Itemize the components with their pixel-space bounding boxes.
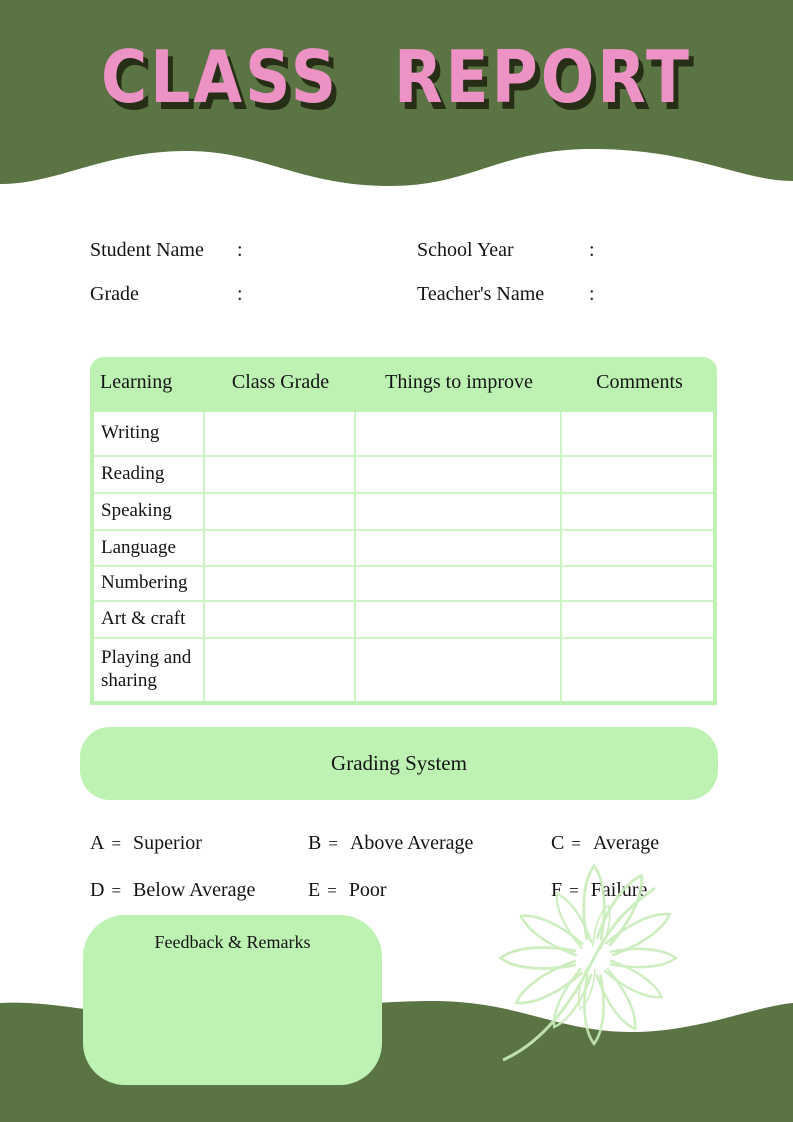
cell-speaking-things-to-improve[interactable] <box>356 494 562 531</box>
table-body <box>90 408 717 705</box>
page-title: CLASS REPORT <box>101 36 692 120</box>
cell-art-craft-class-grade[interactable] <box>205 602 356 639</box>
cell-playing-sharing-things-to-improve[interactable] <box>356 639 562 701</box>
column-header-comments: Comments <box>596 371 683 393</box>
equals-sign: = <box>327 881 337 900</box>
cell-art-craft-things-to-improve[interactable] <box>356 602 562 639</box>
legend-meaning: Below Average <box>133 879 256 901</box>
feedback-remarks-box <box>83 915 382 1085</box>
student-info-section <box>90 234 710 322</box>
cell-language-class-grade[interactable] <box>205 531 356 567</box>
legend-meaning: Failure <box>590 879 648 901</box>
info-row <box>90 278 710 306</box>
equals-sign: = <box>111 881 122 900</box>
cell-language-things-to-improve[interactable] <box>356 531 562 567</box>
equals-sign: = <box>111 834 122 853</box>
teacher-name-field <box>417 278 655 306</box>
row-label-playing-sharing: Playing and sharing <box>94 639 205 701</box>
equals-sign: = <box>328 834 338 853</box>
feedback-remarks-title: Feedback & Remarks <box>154 932 311 952</box>
cell-numbering-class-grade[interactable] <box>205 567 356 602</box>
grading-system-banner <box>80 727 718 800</box>
table-header-row <box>90 357 717 408</box>
row-label-reading: Reading <box>94 457 205 494</box>
legend-entry-a <box>90 832 308 855</box>
legend-meaning: Average <box>592 832 660 854</box>
cell-reading-class-grade[interactable] <box>205 457 356 494</box>
student-name-colon: : <box>237 239 243 261</box>
student-name-value[interactable] <box>243 234 417 256</box>
legend-grade: A <box>90 832 105 854</box>
column-header-things-to-improve: Things to improve <box>385 371 533 393</box>
school-year-field <box>417 234 655 262</box>
grade-colon: : <box>237 283 243 305</box>
school-year-label: School Year <box>417 239 514 261</box>
cell-writing-comments[interactable] <box>562 412 713 457</box>
teacher-name-value[interactable] <box>595 278 655 300</box>
student-name-field <box>90 234 417 262</box>
cell-speaking-comments[interactable] <box>562 494 713 531</box>
teacher-name-label: Teacher's Name <box>417 283 545 305</box>
teacher-name-colon: : <box>589 283 595 305</box>
feedback-remarks-content[interactable] <box>103 965 362 1069</box>
student-name-label: Student Name <box>90 239 204 261</box>
grade-value[interactable] <box>243 278 417 300</box>
grade-field <box>90 278 417 306</box>
legend-grade: D <box>90 879 105 901</box>
cell-art-craft-comments[interactable] <box>562 602 713 639</box>
legend-grade: C <box>551 832 565 854</box>
grading-system-title: Grading System <box>331 751 467 775</box>
column-header-class-grade: Class Grade <box>231 371 330 393</box>
legend-meaning: Superior <box>133 832 202 854</box>
school-year-value[interactable] <box>595 234 655 256</box>
equals-sign: = <box>569 881 579 900</box>
cell-writing-things-to-improve[interactable] <box>356 412 562 457</box>
legend-grade: E <box>308 879 321 901</box>
cell-numbering-comments[interactable] <box>562 567 713 602</box>
row-label-art-craft: Art & craft <box>94 602 205 639</box>
report-table <box>90 357 717 705</box>
school-year-colon: : <box>589 239 595 261</box>
legend-grade: F <box>551 879 563 901</box>
legend-meaning: Poor <box>348 879 387 901</box>
legend-grade: B <box>308 832 322 854</box>
row-label-numbering: Numbering <box>94 567 205 602</box>
cell-writing-class-grade[interactable] <box>205 412 356 457</box>
cell-reading-comments[interactable] <box>562 457 713 494</box>
equals-sign: = <box>571 834 581 853</box>
cell-numbering-things-to-improve[interactable] <box>356 567 562 602</box>
legend-meaning: Above Average <box>349 832 474 854</box>
cell-playing-sharing-comments[interactable] <box>562 639 713 701</box>
cell-language-comments[interactable] <box>562 531 713 567</box>
cell-reading-things-to-improve[interactable] <box>356 457 562 494</box>
info-row <box>90 234 710 262</box>
row-label-language: Language <box>94 531 205 567</box>
row-label-writing: Writing <box>94 412 205 457</box>
cell-playing-sharing-class-grade[interactable] <box>205 639 356 701</box>
monstera-leaf-icon <box>475 848 715 1076</box>
row-label-speaking: Speaking <box>94 494 205 531</box>
grade-label: Grade <box>90 283 139 305</box>
legend-entry-d <box>90 879 308 902</box>
column-header-learning: Learning <box>100 371 173 393</box>
cell-speaking-class-grade[interactable] <box>205 494 356 531</box>
